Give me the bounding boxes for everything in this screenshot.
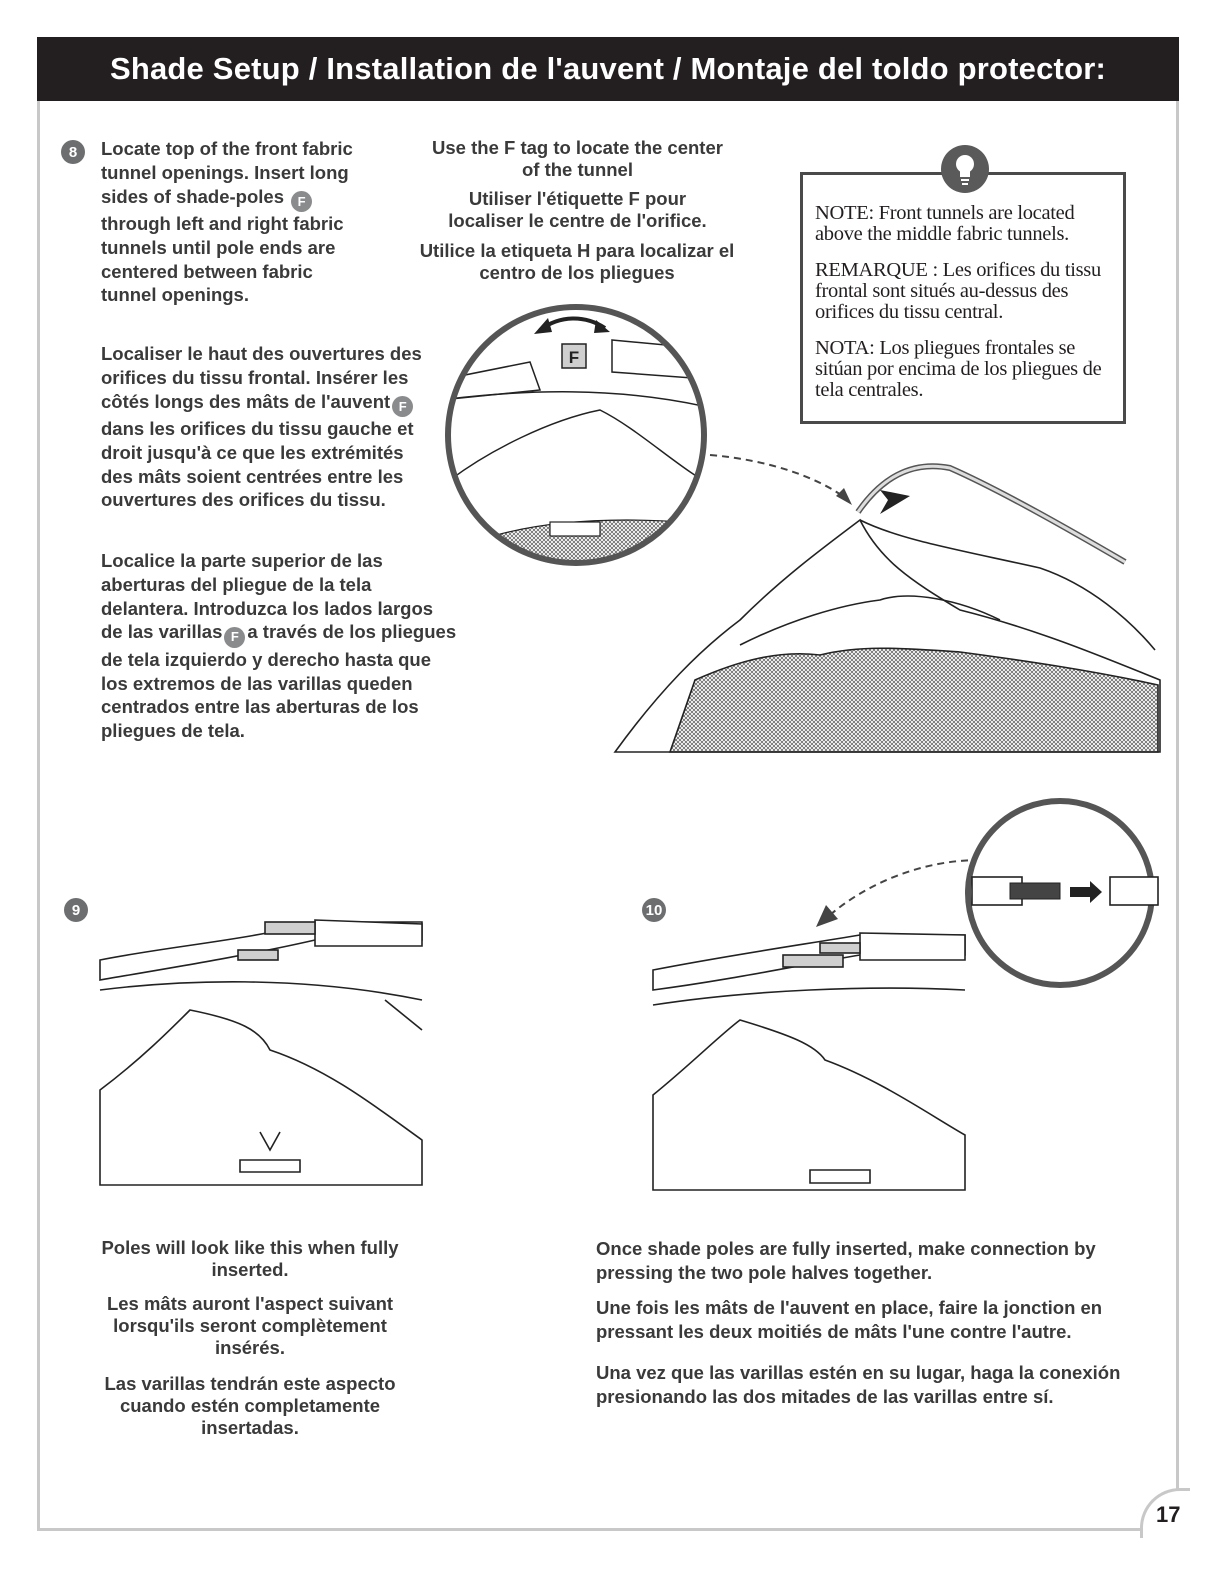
step-10-caption-en: Once shade poles are fully inserted, make connection by pressing the two pole halves together.: [596, 1238, 1096, 1283]
pole-f-badge: F: [392, 396, 413, 417]
step-9-illustration: [100, 910, 422, 1190]
tag-caption-en: Use the F tag to locate the center of the tunnel: [432, 137, 723, 180]
step-8-fr-after: dans les orifices du tissu gauche et droit jusqu'à ce que les extrémités des mâts soient centrées entre les ouvertures des orifices du tissu.: [101, 417, 414, 511]
step-8-text-es: [101, 549, 457, 743]
step-8-es-after: a través de los pliegues de tela izquierdo y derecho hasta que los extremos de las varillas queden centrados entre las aberturas de los pliegues de tela.: [101, 621, 457, 742]
step-9-caption-en: Poles will look like this when fully inserted.: [101, 1237, 399, 1280]
pole-f-badge: F: [291, 191, 312, 212]
step-10-caption-fr: Une fois les mâts de l'auvent en place, faire la jonction en pressant les deux moitiés de mâts l'une contre l'autre.: [596, 1297, 1103, 1342]
step-8-en-after: through left and right fabric tunnels until pole ends are centered between fabric tunnel openings.: [101, 212, 344, 306]
canopy-drawing: [615, 520, 1160, 752]
note-es: NOTA: Los pliegues frontales se sitúan por encima de los pliegues de tela centrales.: [815, 337, 1102, 401]
step-9-caption-es: Las varillas tendrán este aspecto cuando estén completamente insertadas.: [104, 1373, 396, 1438]
f-tag-label: F: [568, 348, 580, 367]
note-en: NOTE: Front tunnels are located above the middle fabric tunnels.: [815, 202, 1075, 245]
step-8-es-before: Localice la parte superior de las aberturas del pliegue de la tela delantera. Introduzca los lados largos de las varillas: [101, 550, 434, 643]
step-9-number: 9: [64, 898, 88, 922]
step-8-en-before: Locate top of the front fabric tunnel openings. Insert long sides of shade-poles: [101, 138, 353, 207]
step-8-number: 8: [61, 140, 85, 164]
page-header: [37, 37, 1179, 101]
step-8-fr-before: Localiser le haut des ouvertures des orifices du tissu frontal. Insérer les côtés longs des mâts de l'auvent: [101, 343, 422, 412]
step-8-text-en: [101, 137, 363, 307]
page-number: 17: [1156, 1502, 1181, 1527]
step-9-caption-fr: Les mâts auront l'aspect suivant lorsqu'ils seront complètement insérés.: [106, 1293, 394, 1358]
note-fr: REMARQUE : Les orifices du tissu frontal sont situés au-dessus des orifices du tissu central.: [815, 259, 1101, 323]
lightbulb-icon: [940, 144, 990, 194]
tunnel-detail-zoom: [440, 300, 720, 580]
step-8-text-fr: [101, 342, 427, 512]
step-10-caption-es: Una vez que las varillas estén en su lugar, haga la conexión presionando las dos mitades de las varillas entre sí.: [596, 1362, 1121, 1407]
pole-f-badge: F: [224, 627, 245, 648]
step-10-illustration: [650, 795, 1160, 1195]
tag-caption-es: Utilice la etiqueta H para localizar el centro de los pliegues: [419, 240, 735, 283]
step-8-illustration: [440, 300, 1170, 760]
tag-caption-fr: Utiliser l'étiquette F pour localiser le centre de l'orifice.: [448, 188, 707, 231]
step-10-number: 10: [642, 898, 666, 922]
page-title: Shade Setup / Installation de l'auvent / Montaje del toldo protector:: [109, 51, 1107, 86]
